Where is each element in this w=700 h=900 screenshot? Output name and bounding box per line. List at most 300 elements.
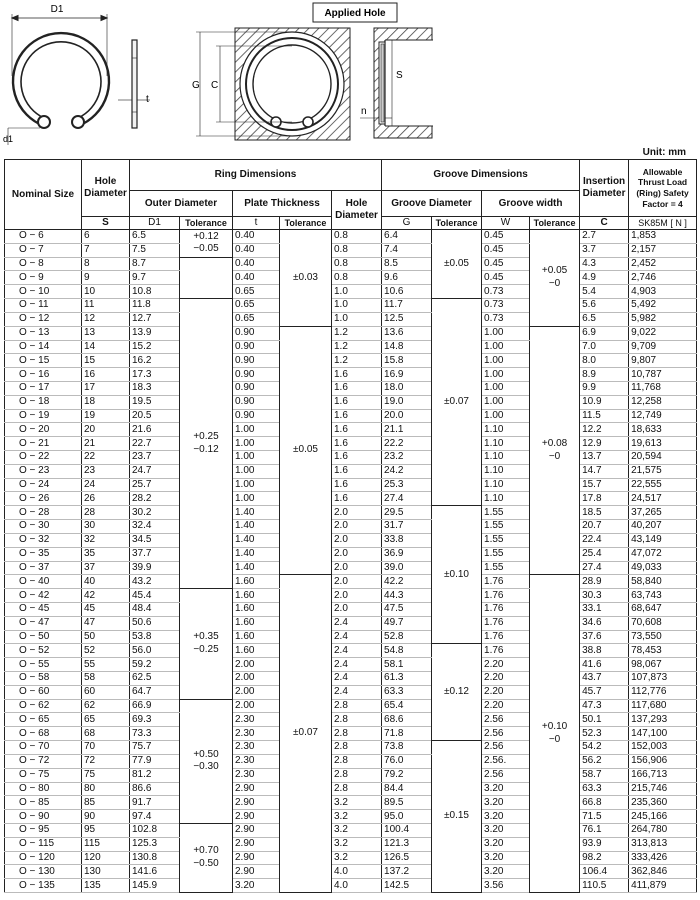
table-row <box>5 630 697 644</box>
tolerance-line: +0.10 <box>541 721 568 733</box>
groove-diameter-tolerance-cell: ±0.12 <box>432 644 482 741</box>
outer-diameter-cell: 20.5 <box>130 409 180 423</box>
tolerance-line: +0.25 <box>193 431 219 443</box>
hole-diameter-cell: 32 <box>82 533 130 547</box>
plate-thickness-cell: 0.90 <box>233 381 280 395</box>
header-groove-diameter: Groove Diameter <box>382 191 482 217</box>
table-row <box>5 437 697 451</box>
thrust-load-cell: 117,680 <box>629 699 697 713</box>
insertion-diameter-cell: 3.7 <box>580 243 629 257</box>
ring-hole-diameter-cell: 2.4 <box>332 644 382 658</box>
thrust-load-cell: 9,709 <box>629 340 697 354</box>
header-outer-diameter: Outer Diameter <box>130 191 233 217</box>
insertion-diameter-cell: 28.9 <box>580 575 629 589</box>
insertion-diameter-cell: 71.5 <box>580 810 629 824</box>
groove-diameter-cell: 20.0 <box>382 409 432 423</box>
ring-hole-diameter-cell: 2.8 <box>332 699 382 713</box>
groove-diameter-cell: 33.8 <box>382 533 432 547</box>
hole-diameter-cell: 6 <box>82 230 130 244</box>
outer-diameter-cell: 30.2 <box>130 506 180 520</box>
outer-diameter-cell: 97.4 <box>130 810 180 824</box>
table-row <box>5 685 697 699</box>
groove-diameter-cell: 23.2 <box>382 451 432 465</box>
hole-diameter-cell: 58 <box>82 672 130 686</box>
nominal-size-cell: O − 50 <box>5 630 82 644</box>
ring-hole-diameter-cell: 2.0 <box>332 602 382 616</box>
table-row <box>5 713 697 727</box>
nominal-size-cell: O − 14 <box>5 340 82 354</box>
table-row <box>5 243 697 257</box>
table-row <box>5 271 697 285</box>
hole-diameter-cell: 13 <box>82 326 130 340</box>
insertion-diameter-cell: 10.9 <box>580 395 629 409</box>
n-label: n <box>361 106 367 117</box>
tolerance-line: +0.08 <box>541 438 568 449</box>
ring-hole-diameter-cell: 2.4 <box>332 630 382 644</box>
groove-width-cell: 1.10 <box>482 492 530 506</box>
groove-width-cell: 1.00 <box>482 368 530 382</box>
ring-spec-table <box>4 159 697 893</box>
hole-diameter-cell: 85 <box>82 796 130 810</box>
outer-diameter-cell: 16.2 <box>130 354 180 368</box>
table-row <box>5 754 697 768</box>
hole-diameter-cell: 20 <box>82 423 130 437</box>
ring-hole-diameter-cell: 1.0 <box>332 299 382 313</box>
ring-hole-diameter-cell: 2.8 <box>332 727 382 741</box>
table-row <box>5 796 697 810</box>
outer-diameter-cell: 64.7 <box>130 685 180 699</box>
nominal-size-cell: O − 20 <box>5 423 82 437</box>
table-row <box>5 326 697 340</box>
insertion-diameter-cell: 20.7 <box>580 520 629 534</box>
table-row <box>5 741 697 755</box>
plate-thickness-cell: 2.00 <box>233 699 280 713</box>
nominal-size-cell: O − 13 <box>5 326 82 340</box>
outer-diameter-cell: 86.6 <box>130 782 180 796</box>
insertion-diameter-cell: 38.8 <box>580 644 629 658</box>
nominal-size-cell: O − 24 <box>5 478 82 492</box>
d1-label-top: D1 <box>50 4 64 15</box>
nominal-size-cell: O − 58 <box>5 672 82 686</box>
nominal-size-cell: O − 21 <box>5 437 82 451</box>
plate-thickness-cell: 0.40 <box>233 230 280 244</box>
outer-diameter-cell: 75.7 <box>130 741 180 755</box>
thrust-load-cell: 264,780 <box>629 823 697 837</box>
groove-diameter-cell: 54.8 <box>382 644 432 658</box>
groove-diameter-cell: 42.2 <box>382 575 432 589</box>
hole-diameter-cell: 18 <box>82 395 130 409</box>
thrust-load-cell: 9,807 <box>629 354 697 368</box>
groove-diameter-cell: 100.4 <box>382 823 432 837</box>
table-row <box>5 451 697 465</box>
insertion-diameter-cell: 66.8 <box>580 796 629 810</box>
thrust-load-cell: 58,840 <box>629 575 697 589</box>
table-row <box>5 381 697 395</box>
insertion-diameter-cell: 9.9 <box>580 381 629 395</box>
header-symbol-d1: D1 <box>130 217 180 230</box>
table-row <box>5 823 697 837</box>
plate-thickness-cell: 0.90 <box>233 368 280 382</box>
insertion-diameter-cell: 5.6 <box>580 299 629 313</box>
groove-diameter-cell: 95.0 <box>382 810 432 824</box>
groove-diameter-cell: 27.4 <box>382 492 432 506</box>
groove-width-cell: 2.20 <box>482 672 530 686</box>
nominal-size-cell: O − 80 <box>5 782 82 796</box>
thrust-load-cell: 333,426 <box>629 851 697 865</box>
thrust-load-cell: 21,575 <box>629 464 697 478</box>
groove-diameter-cell: 61.3 <box>382 672 432 686</box>
insertion-diameter-cell: 4.9 <box>580 271 629 285</box>
nominal-size-cell: O − 18 <box>5 395 82 409</box>
outer-diameter-cell: 19.5 <box>130 395 180 409</box>
groove-diameter-cell: 36.9 <box>382 547 432 561</box>
table-row <box>5 506 697 520</box>
header-symbol-c: C <box>580 217 629 230</box>
tolerance-line: −0.25 <box>193 643 219 655</box>
nominal-size-cell: O − 28 <box>5 506 82 520</box>
table-row <box>5 368 697 382</box>
table-row <box>5 602 697 616</box>
table-row <box>5 257 697 271</box>
table-row <box>5 520 697 534</box>
outer-diameter-cell: 62.5 <box>130 672 180 686</box>
insertion-diameter-cell: 43.7 <box>580 672 629 686</box>
groove-width-cell: 3.20 <box>482 851 530 865</box>
ring-hole-diameter-cell: 3.2 <box>332 823 382 837</box>
insertion-diameter-cell: 106.4 <box>580 865 629 879</box>
plate-thickness-cell: 0.90 <box>233 326 280 340</box>
insertion-diameter-cell: 45.7 <box>580 685 629 699</box>
plate-thickness-cell: 1.00 <box>233 451 280 465</box>
ring-hole-diameter-cell: 2.0 <box>332 589 382 603</box>
thrust-load-cell: 12,749 <box>629 409 697 423</box>
groove-diameter-cell: 89.5 <box>382 796 432 810</box>
groove-diameter-cell: 126.5 <box>382 851 432 865</box>
plate-thickness-cell: 2.90 <box>233 865 280 879</box>
ring-hole-diameter-cell: 2.8 <box>332 754 382 768</box>
insertion-diameter-cell: 41.6 <box>580 658 629 672</box>
ring-hole-diameter-cell: 1.2 <box>332 340 382 354</box>
table-row <box>5 285 697 299</box>
outer-diameter-cell: 23.7 <box>130 451 180 465</box>
plate-thickness-cell: 1.00 <box>233 492 280 506</box>
outer-diameter-cell: 6.5 <box>130 230 180 244</box>
plate-thickness-cell: 2.00 <box>233 672 280 686</box>
groove-diameter-cell: 14.8 <box>382 340 432 354</box>
hole-diameter-cell: 47 <box>82 616 130 630</box>
nominal-size-cell: O − 65 <box>5 713 82 727</box>
nominal-size-cell: O − 52 <box>5 644 82 658</box>
outer-diameter-cell: 12.7 <box>130 312 180 326</box>
table-row <box>5 851 697 865</box>
outer-diameter-cell: 34.5 <box>130 533 180 547</box>
outer-diameter-cell: 9.7 <box>130 271 180 285</box>
table-body <box>5 230 697 893</box>
outer-diameter-tolerance-cell <box>180 823 233 892</box>
thrust-load-cell: 49,033 <box>629 561 697 575</box>
groove-width-cell: 1.00 <box>482 395 530 409</box>
thrust-load-cell: 215,746 <box>629 782 697 796</box>
outer-diameter-cell: 141.6 <box>130 865 180 879</box>
table-row <box>5 395 697 409</box>
insertion-diameter-cell: 18.5 <box>580 506 629 520</box>
groove-width-cell: 0.45 <box>482 257 530 271</box>
table-row <box>5 865 697 879</box>
outer-diameter-tolerance-cell <box>180 230 233 258</box>
ring-hole-diameter-cell: 1.6 <box>332 395 382 409</box>
insertion-diameter-cell: 15.7 <box>580 478 629 492</box>
plate-thickness-cell: 1.40 <box>233 547 280 561</box>
insertion-diameter-cell: 76.1 <box>580 823 629 837</box>
groove-diameter-cell: 49.7 <box>382 616 432 630</box>
groove-width-cell: 1.55 <box>482 561 530 575</box>
ring-hole-diameter-cell: 3.2 <box>332 851 382 865</box>
table-row <box>5 299 697 313</box>
insertion-diameter-cell: 6.5 <box>580 312 629 326</box>
hole-diameter-cell: 23 <box>82 464 130 478</box>
tolerance-line: +0.05 <box>541 265 568 277</box>
groove-width-cell: 3.20 <box>482 810 530 824</box>
groove-diameter-cell: 58.1 <box>382 658 432 672</box>
insertion-diameter-cell: 17.8 <box>580 492 629 506</box>
ring-hole-diameter-cell: 1.6 <box>332 368 382 382</box>
thrust-load-cell: 11,768 <box>629 381 697 395</box>
groove-diameter-cell: 15.8 <box>382 354 432 368</box>
plate-thickness-cell: 0.65 <box>233 312 280 326</box>
applied-hole-title: Applied Hole <box>324 8 386 19</box>
thrust-load-cell: 1,853 <box>629 230 697 244</box>
groove-width-cell: 1.55 <box>482 547 530 561</box>
outer-diameter-cell: 43.2 <box>130 575 180 589</box>
insertion-diameter-cell: 12.9 <box>580 437 629 451</box>
g-label: G <box>192 80 200 91</box>
t-label: t <box>146 94 149 105</box>
hole-diameter-cell: 45 <box>82 602 130 616</box>
ring-front-view <box>8 14 109 145</box>
groove-width-cell: 1.76 <box>482 602 530 616</box>
ring-hole-diameter-cell: 1.6 <box>332 437 382 451</box>
outer-diameter-cell: 39.9 <box>130 561 180 575</box>
thrust-load-cell: 156,906 <box>629 754 697 768</box>
tolerance-line: −0.05 <box>193 243 219 255</box>
table-row <box>5 810 697 824</box>
groove-diameter-cell: 84.4 <box>382 782 432 796</box>
nominal-size-cell: O − 7 <box>5 243 82 257</box>
plate-thickness-cell: 0.90 <box>233 340 280 354</box>
nominal-size-cell: O − 45 <box>5 602 82 616</box>
hole-diameter-cell: 130 <box>82 865 130 879</box>
tolerance-line: +0.12 <box>193 230 219 242</box>
thrust-load-cell: 5,492 <box>629 299 697 313</box>
ring-hole-diameter-cell: 2.0 <box>332 520 382 534</box>
hole-diameter-cell: 68 <box>82 727 130 741</box>
insertion-diameter-cell: 54.2 <box>580 741 629 755</box>
nominal-size-cell: O − 19 <box>5 409 82 423</box>
header-thrust-unit <box>629 217 697 230</box>
thrust-load-cell: 235,360 <box>629 796 697 810</box>
thrust-load-cell: 245,166 <box>629 810 697 824</box>
ring-hole-diameter-cell: 1.2 <box>332 326 382 340</box>
table-row <box>5 354 697 368</box>
thrust-load-cell: 166,713 <box>629 768 697 782</box>
nominal-size-cell: O − 47 <box>5 616 82 630</box>
groove-diameter-cell: 44.3 <box>382 589 432 603</box>
table-row <box>5 589 697 603</box>
groove-width-cell: 3.56 <box>482 879 530 893</box>
table-row <box>5 561 697 575</box>
tolerance-line: +0.35 <box>193 631 219 643</box>
hole-diameter-cell: 72 <box>82 754 130 768</box>
ring-hole-diameter-cell: 4.0 <box>332 865 382 879</box>
outer-diameter-cell: 53.8 <box>130 630 180 644</box>
table-row <box>5 409 697 423</box>
header-insertion-diameter: Insertion Diameter <box>580 160 629 217</box>
ring-hole-diameter-cell: 2.8 <box>332 768 382 782</box>
groove-diameter-cell: 47.5 <box>382 602 432 616</box>
groove-width-cell: 1.00 <box>482 326 530 340</box>
insertion-diameter-cell: 2.7 <box>580 230 629 244</box>
nominal-size-cell: O − 120 <box>5 851 82 865</box>
groove-width-cell: 1.76 <box>482 644 530 658</box>
table-row <box>5 727 697 741</box>
nominal-size-cell: O − 22 <box>5 451 82 465</box>
nominal-size-cell: O − 135 <box>5 879 82 893</box>
plate-thickness-cell: 2.30 <box>233 768 280 782</box>
groove-width-cell: 1.55 <box>482 506 530 520</box>
groove-width-cell: 1.10 <box>482 478 530 492</box>
header-groove-dimensions: Groove Dimensions <box>382 160 580 191</box>
thrust-load-cell: 112,776 <box>629 685 697 699</box>
ring-hole-diameter-cell: 2.0 <box>332 561 382 575</box>
header-symbol-g: G <box>382 217 432 230</box>
ring-hole-diameter-cell: 1.0 <box>332 312 382 326</box>
nominal-size-cell: O − 10 <box>5 285 82 299</box>
plate-thickness-cell: 2.30 <box>233 754 280 768</box>
nominal-size-cell: O − 23 <box>5 464 82 478</box>
ring-hole-diameter-cell: 2.0 <box>332 506 382 520</box>
thrust-load-cell: 22,555 <box>629 478 697 492</box>
thrust-load-cell: 68,647 <box>629 602 697 616</box>
hole-diameter-cell: 80 <box>82 782 130 796</box>
nominal-size-cell: O − 72 <box>5 754 82 768</box>
tolerance-line: −0.12 <box>193 443 219 455</box>
outer-diameter-cell: 25.7 <box>130 478 180 492</box>
nominal-size-cell: O − 130 <box>5 865 82 879</box>
insertion-diameter-cell: 13.7 <box>580 451 629 465</box>
outer-diameter-cell: 37.7 <box>130 547 180 561</box>
thrust-load-cell: 37,265 <box>629 506 697 520</box>
plate-thickness-cell: 1.00 <box>233 464 280 478</box>
groove-width-cell: 1.10 <box>482 437 530 451</box>
outer-diameter-cell: 130.8 <box>130 851 180 865</box>
applied-hole-front <box>196 28 350 140</box>
tolerance-line: −0 <box>548 733 561 745</box>
table-row <box>5 879 697 893</box>
hole-diameter-cell: 28 <box>82 506 130 520</box>
outer-diameter-cell: 17.3 <box>130 368 180 382</box>
tolerance-line: −0.50 <box>193 857 219 869</box>
groove-width-cell: 0.45 <box>482 271 530 285</box>
groove-width-cell: 2.56 <box>482 741 530 755</box>
insertion-diameter-cell: 93.9 <box>580 837 629 851</box>
hole-diameter-cell: 11 <box>82 299 130 313</box>
insertion-diameter-cell: 22.4 <box>580 533 629 547</box>
outer-diameter-cell: 81.2 <box>130 768 180 782</box>
ring-hole-diameter-cell: 0.8 <box>332 230 382 244</box>
groove-width-cell: 0.73 <box>482 299 530 313</box>
insertion-diameter-cell: 110.5 <box>580 879 629 893</box>
thrust-load-cell: 4,903 <box>629 285 697 299</box>
plate-thickness-cell: 1.40 <box>233 561 280 575</box>
insertion-diameter-cell: 14.7 <box>580 464 629 478</box>
hole-diameter-cell: 22 <box>82 451 130 465</box>
plate-thickness-cell: 0.90 <box>233 409 280 423</box>
insertion-diameter-cell: 4.3 <box>580 257 629 271</box>
tolerance-line: −0 <box>548 277 561 289</box>
hole-diameter-cell: 30 <box>82 520 130 534</box>
groove-width-cell: 0.45 <box>482 243 530 257</box>
table-row <box>5 768 697 782</box>
outer-diameter-cell: 59.2 <box>130 658 180 672</box>
hole-diameter-cell: 35 <box>82 547 130 561</box>
outer-diameter-cell: 10.8 <box>130 285 180 299</box>
nominal-size-cell: O − 17 <box>5 381 82 395</box>
tolerance-line: +0.70 <box>193 845 219 857</box>
hole-diameter-cell: 135 <box>82 879 130 893</box>
outer-diameter-tolerance-cell <box>180 589 233 700</box>
insertion-diameter-cell: 8.9 <box>580 368 629 382</box>
thrust-load-cell: 5,982 <box>629 312 697 326</box>
nominal-size-cell: O − 26 <box>5 492 82 506</box>
plate-thickness-cell: 1.60 <box>233 644 280 658</box>
thrust-load-cell: 10,787 <box>629 368 697 382</box>
plate-thickness-cell: 1.60 <box>233 630 280 644</box>
insertion-diameter-cell: 33.1 <box>580 602 629 616</box>
plate-thickness-cell: 2.00 <box>233 685 280 699</box>
outer-diameter-cell: 50.6 <box>130 616 180 630</box>
groove-width-tolerance-cell <box>530 575 580 893</box>
plate-thickness-cell: 0.90 <box>233 354 280 368</box>
thrust-load-cell: 18,633 <box>629 423 697 437</box>
unit-label: Unit: mm <box>642 147 686 158</box>
ring-hole-diameter-cell: 1.6 <box>332 409 382 423</box>
hole-diameter-cell: 26 <box>82 492 130 506</box>
groove-width-cell: 1.55 <box>482 533 530 547</box>
plate-thickness-cell: 2.30 <box>233 741 280 755</box>
insertion-diameter-cell: 37.6 <box>580 630 629 644</box>
groove-diameter-cell: 24.2 <box>382 464 432 478</box>
thrust-load-cell: 20,594 <box>629 451 697 465</box>
groove-diameter-cell: 73.8 <box>382 741 432 755</box>
outer-diameter-cell: 91.7 <box>130 796 180 810</box>
plate-thickness-cell: 0.40 <box>233 271 280 285</box>
groove-diameter-cell: 6.4 <box>382 230 432 244</box>
plate-thickness-cell: 2.90 <box>233 796 280 810</box>
header-symbol-w: W <box>482 217 530 230</box>
plate-thickness-cell: 1.40 <box>233 533 280 547</box>
outer-diameter-cell: 125.3 <box>130 837 180 851</box>
table-row <box>5 837 697 851</box>
groove-diameter-cell: 31.7 <box>382 520 432 534</box>
plate-thickness-cell: 1.60 <box>233 589 280 603</box>
ring-hole-diameter-cell: 1.0 <box>332 285 382 299</box>
header-thrust-load <box>629 160 697 217</box>
hole-diameter-cell: 37 <box>82 561 130 575</box>
hole-diameter-cell: 95 <box>82 823 130 837</box>
applied-hole-section <box>360 28 433 138</box>
hole-diameter-cell: 40 <box>82 575 130 589</box>
nominal-size-cell: O − 60 <box>5 685 82 699</box>
